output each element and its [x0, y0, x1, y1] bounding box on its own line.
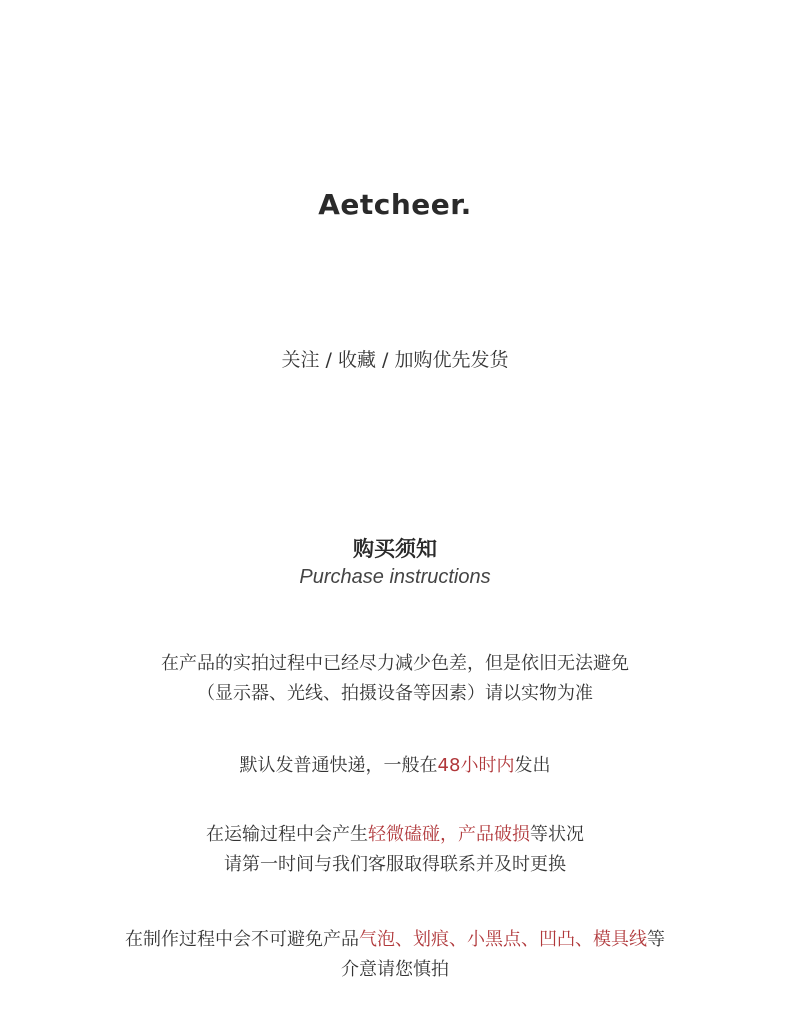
- transport-damage-highlight: 轻微磕碰，产品破损: [368, 824, 530, 845]
- color-difference-line-2: （显示器、光线、拍摄设备等因素）请以实物为准: [197, 683, 593, 704]
- production-defect-line-2: 介意请您慎拍: [341, 959, 449, 980]
- purchase-notice-title: 购买须知: [353, 537, 437, 561]
- production-text-after: 等: [647, 929, 665, 950]
- shipping-notice: [0, 751, 790, 781]
- transport-damage-line-1: [0, 820, 790, 850]
- shipping-time-highlight: 48小时内: [437, 755, 515, 776]
- production-defect-highlight: 气泡、划痕、小黑点、凹凸、模具线: [359, 929, 647, 950]
- color-difference-line-1: 在产品的实拍过程中已经尽力减少色差，但是依旧无法避免: [161, 653, 629, 674]
- brand-logo-text: Aetcheer.: [318, 188, 472, 221]
- transport-text-after: 等状况: [530, 824, 584, 845]
- purchase-notice-subtitle: Purchase instructions: [299, 566, 491, 588]
- production-text-before: 在制作过程中会不可避免产品: [125, 929, 359, 950]
- production-defect-line-1: [0, 925, 790, 955]
- shipping-text-after: 发出: [514, 755, 551, 776]
- transport-text-before: 在运输过程中会产生: [206, 824, 368, 845]
- follow-favorite-cart-text: 关注 / 收藏 / 加购优先发货: [281, 349, 509, 371]
- shipping-text-before: 默认发普通快递，一般在: [239, 755, 438, 776]
- transport-damage-line-2: 请第一时间与我们客服取得联系并及时更换: [224, 854, 566, 875]
